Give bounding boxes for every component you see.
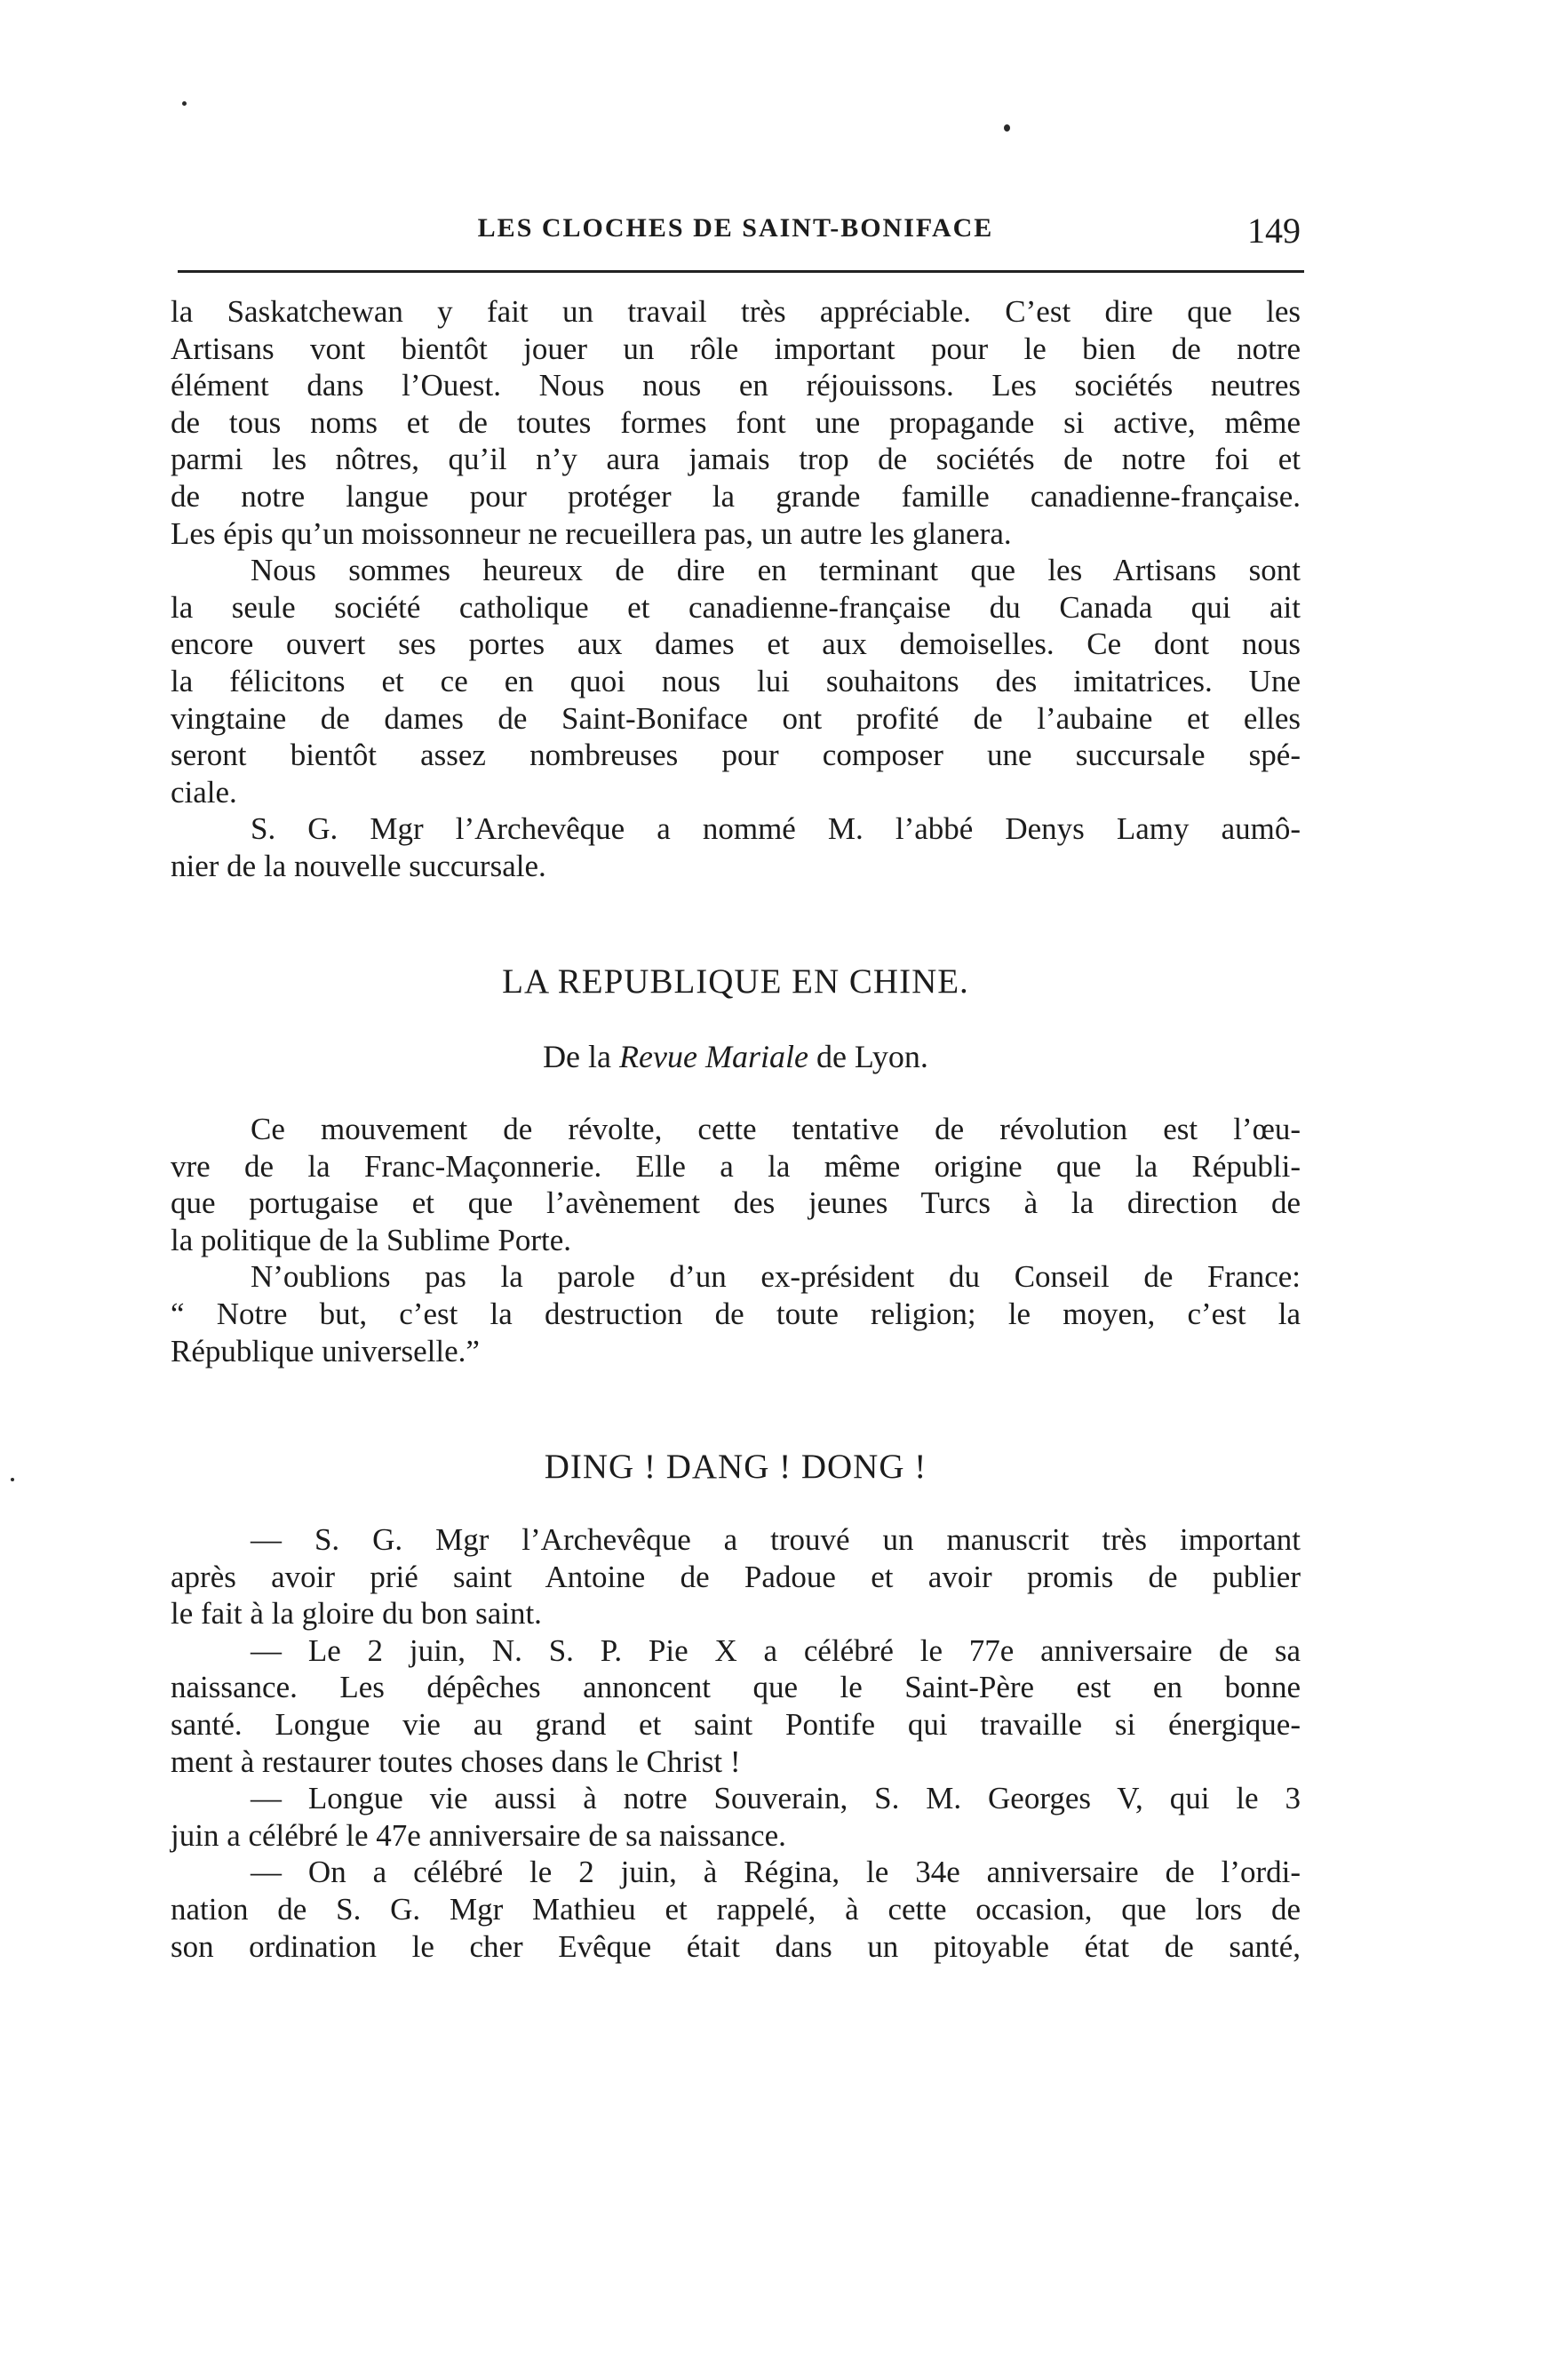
text-line: vingtaine de dames de Saint-Boniface ont profité de l’aubaine et elles bbox=[171, 700, 1301, 736]
text-line: que portugaise et que l’avènement des jeunes Turcs à la direction de bbox=[171, 1185, 1301, 1221]
text-line: — Le 2 juin, N. S. P. Pie X a célébré le 77e anniversaire de sa bbox=[251, 1632, 1301, 1668]
text-line: Artisans vont bientôt jouer un rôle important pour le bien de notre bbox=[171, 331, 1301, 366]
text-line: Ce mouvement de révolte, cette tentative de révolution est l’œu- bbox=[251, 1112, 1301, 1146]
section-title: DING ! DANG ! DONG ! bbox=[544, 1448, 927, 1486]
text-line: la politique de la Sublime Porte. bbox=[171, 1222, 572, 1257]
source-suffix: de Lyon. bbox=[816, 1039, 928, 1074]
text-line: République universelle.” bbox=[171, 1333, 480, 1369]
text-line: son ordination le cher Evêque était dans un pitoyable état de santé, bbox=[171, 1928, 1301, 1964]
text-line: ciale. bbox=[171, 774, 237, 810]
text-line: juin a célébré le 47e anniversaire de sa naissance. bbox=[171, 1817, 786, 1853]
text-line: ment à restaurer toutes choses dans le Christ ! bbox=[171, 1744, 741, 1779]
text-line: santé. Longue vie au grand et saint Pontife qui travaille si énergique- bbox=[171, 1706, 1301, 1742]
paragraphs-republique bbox=[171, 1111, 1301, 1369]
paragraphs-artisans bbox=[171, 293, 1301, 885]
text-line: “ Notre but, c’est la destruction de toute religion; le moyen, c’est la bbox=[171, 1296, 1301, 1331]
header-rule bbox=[178, 270, 1304, 273]
source-prefix: De la bbox=[543, 1039, 612, 1074]
text-line: de tous noms et de toutes formes font une propagande si active, même bbox=[171, 404, 1301, 440]
text-line: — Longue vie aussi à notre Souverain, S. M. Georges V, qui le 3 bbox=[251, 1781, 1301, 1816]
text-line: naissance. Les dépêches annoncent que le Saint-Père est en bonne bbox=[171, 1670, 1301, 1705]
text-line: encore ouvert ses portes aux dames et aux demoiselles. Ce dont nous bbox=[171, 626, 1301, 662]
text-line: nation de S. G. Mgr Mathieu et rappelé, à cette occasion, que lors de bbox=[171, 1891, 1301, 1927]
page-header bbox=[171, 210, 1301, 259]
text-line: de notre langue pour protéger la grande famille canadienne-française. bbox=[171, 478, 1301, 514]
source-citation bbox=[171, 1038, 1301, 1075]
text-line: seront bientôt assez nombreuses pour composer une succursale spé- bbox=[171, 738, 1301, 773]
text-line: S. G. Mgr l’Archevêque a nommé M. l’abbé Denys Lamy aumô- bbox=[251, 811, 1301, 847]
text-line: — S. G. Mgr l’Archevêque a trouvé un manuscrit très important bbox=[251, 1522, 1301, 1557]
text-line: Les épis qu’un moissonneur ne recueillera pas, un autre les glanera. bbox=[171, 515, 1012, 551]
text-line: — On a célébré le 2 juin, à Régina, le 34e anniversaire de l’ordi- bbox=[251, 1855, 1301, 1890]
text-line: élément dans l’Ouest. Nous nous en réjouissons. Les sociétés neutres bbox=[171, 368, 1301, 403]
text-line: la félicitons et ce en quoi nous lui souhaitons des imitatrices. Une bbox=[171, 663, 1301, 698]
text-line: N’oublions pas la parole d’un ex-président du Conseil de France: bbox=[251, 1259, 1301, 1295]
text-line: le fait à la gloire du bon saint. bbox=[171, 1596, 542, 1632]
paragraphs-ding-dang-dong bbox=[171, 1521, 1301, 1965]
text-line: vre de la Franc-Maçonnerie. Elle a la même origine que la Républi- bbox=[171, 1148, 1301, 1184]
text-line: la seule société catholique et canadienne-française du Canada qui ait bbox=[171, 589, 1301, 625]
text-line: nier de la nouvelle succursale. bbox=[171, 848, 546, 883]
text-line: après avoir prié saint Antoine de Padoue et avoir promis de publier bbox=[171, 1559, 1301, 1594]
dust-speck bbox=[11, 1478, 14, 1481]
page-number: 149 bbox=[1247, 211, 1301, 251]
dust-speck bbox=[1004, 124, 1010, 132]
text-line: Nous sommes heureux de dire en terminant que les Artisans sont bbox=[251, 553, 1301, 588]
running-title: LES CLOCHES DE SAINT-BONIFACE bbox=[477, 213, 994, 243]
text-line: la Saskatchewan y fait un travail très appréciable. C’est dire que les bbox=[171, 294, 1301, 329]
section-title: LA REPUBLIQUE EN CHINE. bbox=[502, 962, 969, 1001]
source-journal-title: Revue Mariale bbox=[619, 1039, 808, 1074]
dust-speck bbox=[182, 101, 187, 106]
text-line: parmi les nôtres, qu’il n’y aura jamais trop de sociétés de notre foi et bbox=[171, 442, 1301, 477]
